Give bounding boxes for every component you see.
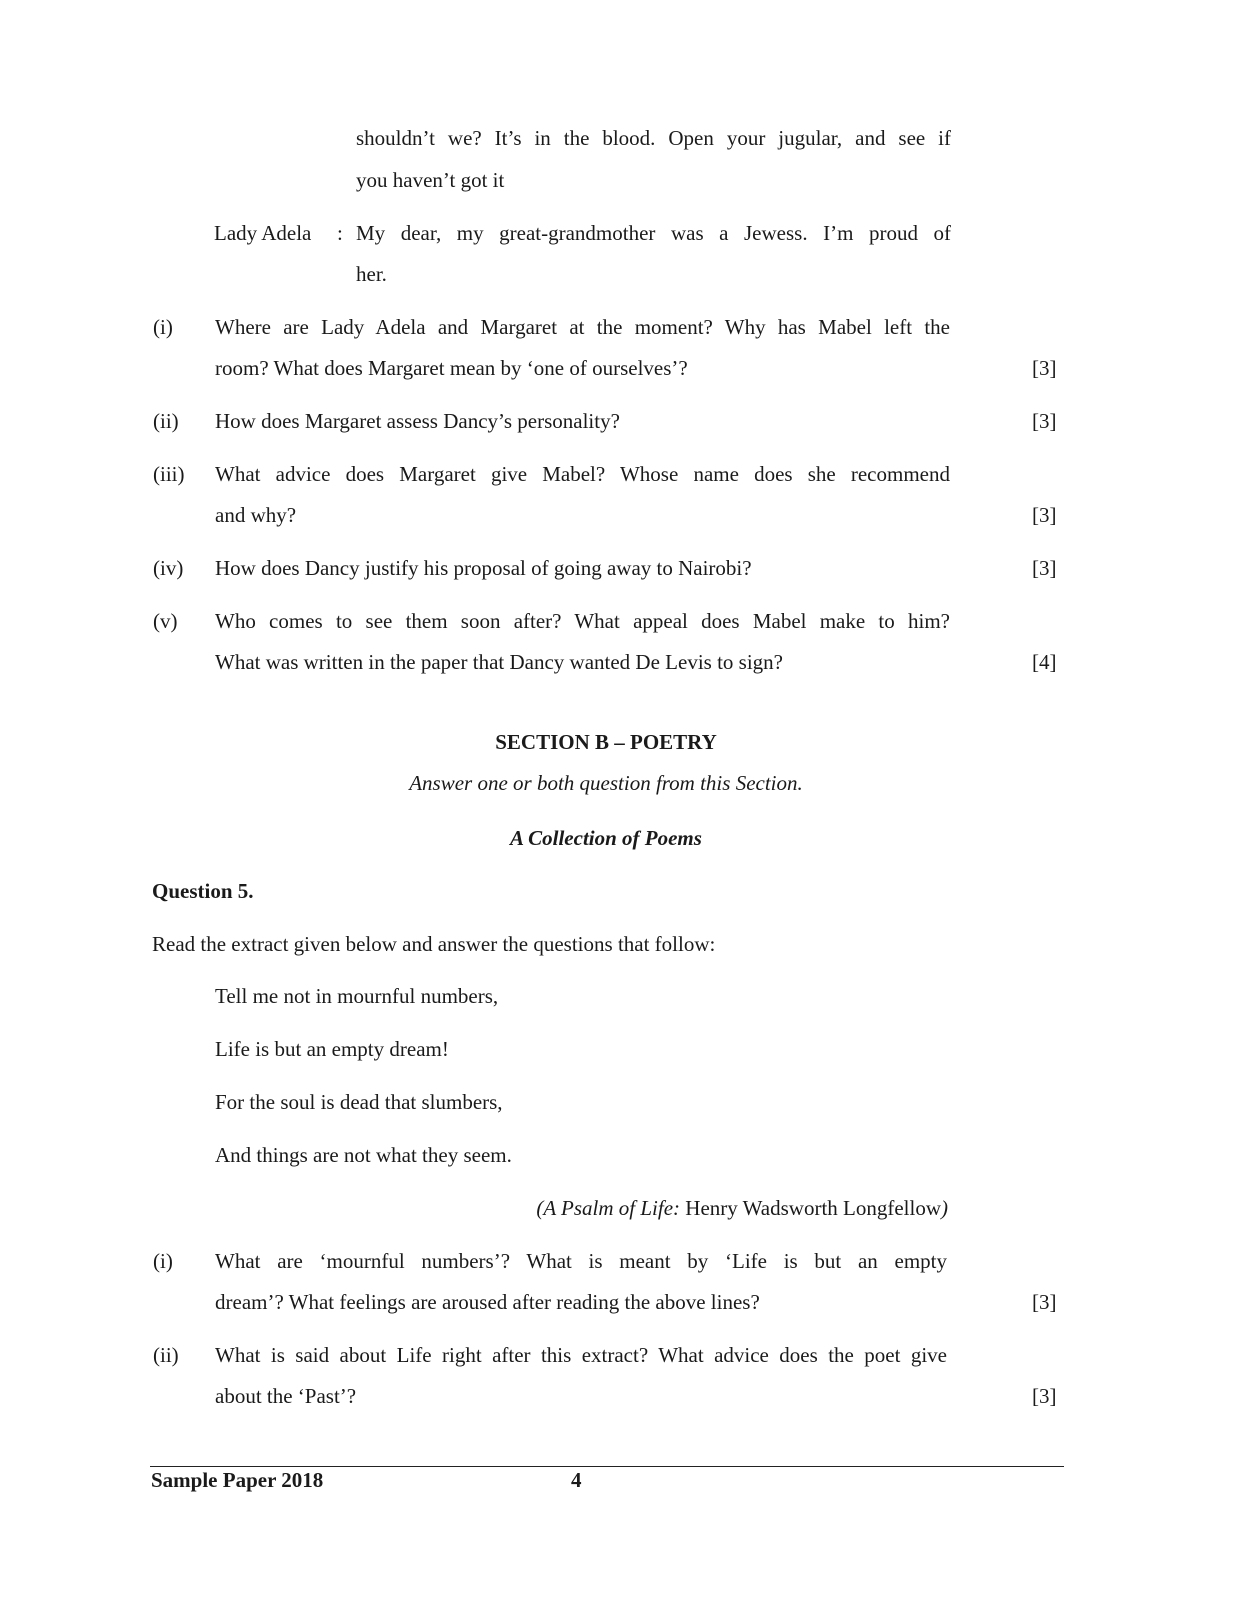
speaker-colon: : [337,221,343,245]
question-text-line-2: What was written in the paper that Dancy wanted De Levis to sign? [215,650,783,674]
question-text-line-1: What is said about Life right after this extract? What advice does the poet give [215,1343,947,1367]
citation-open: ( [536,1196,544,1220]
speaker-name: Lady Adela [214,221,312,245]
question-intro: Read the extract given below and answer the questions that follow: [152,932,716,956]
poem-line: Tell me not in mournful numbers, [215,984,499,1008]
marks-badge: [3] [1032,356,1057,380]
question-text-line-1: Where are Lady Adela and Margaret at the moment? Why has Mabel left the [215,315,950,339]
question-number: (iv) [153,556,184,580]
question-text-line-2: dream’? What feelings are aroused after reading the above lines? [215,1290,760,1314]
question-text-line-1: How does Dancy justify his proposal of going away to Nairobi? [215,556,752,580]
question-text-line-1: Who comes to see them soon after? What appeal does Mabel make to him? [215,609,950,633]
section-instruction: Answer one or both question from this Section. [409,771,803,795]
poem-line: For the soul is dead that slumbers, [215,1090,503,1114]
speech-line-2: her. [356,262,387,286]
question-heading: Question 5. [152,879,254,903]
footer-label: Sample Paper 2018 [151,1468,324,1492]
marks-badge: [3] [1032,1384,1057,1408]
question-number: (ii) [153,409,179,433]
marks-badge: [4] [1032,650,1057,674]
poem-line: Life is but an empty dream! [215,1037,449,1061]
citation-title: A Psalm of Life: [543,1196,681,1220]
citation-author: Henry Wadsworth Longfellow [680,1196,941,1220]
question-text-line-1: How does Margaret assess Dancy’s personality? [215,409,620,433]
question-text-line-2: about the ‘Past’? [215,1384,357,1408]
marks-badge: [3] [1032,556,1057,580]
citation-close: ) [941,1196,948,1220]
question-number: (v) [153,609,178,633]
speech-line-1: My dear, my great-grandmother was a Jewess. I’m proud of [356,221,951,245]
question-text-line-2: and why? [215,503,297,527]
marks-badge: [3] [1032,503,1057,527]
footer-divider [150,1466,1064,1467]
question-number: (i) [153,1249,173,1273]
marks-badge: [3] [1032,1290,1057,1314]
poem-citation [536,1196,948,1221]
question-number: (iii) [153,462,185,486]
section-title: SECTION B – POETRY [495,730,717,754]
marks-badge: [3] [1032,409,1057,433]
drama-continuation-line-1: shouldn’t we? It’s in the blood. Open your jugular, and see if [356,126,951,150]
collection-title: A Collection of Poems [510,826,702,850]
question-text-line-1: What advice does Margaret give Mabel? Whose name does she recommend [215,462,950,486]
question-number: (ii) [153,1343,179,1367]
poem-line: And things are not what they seem. [215,1143,512,1167]
question-text-line-1: What are ‘mournful numbers’? What is meant by ‘Life is but an empty [215,1249,947,1273]
question-text-line-2: room? What does Margaret mean by ‘one of ourselves’? [215,356,688,380]
page-number: 4 [571,1468,582,1492]
question-number: (i) [153,315,173,339]
drama-continuation-line-2: you haven’t got it [356,168,505,192]
